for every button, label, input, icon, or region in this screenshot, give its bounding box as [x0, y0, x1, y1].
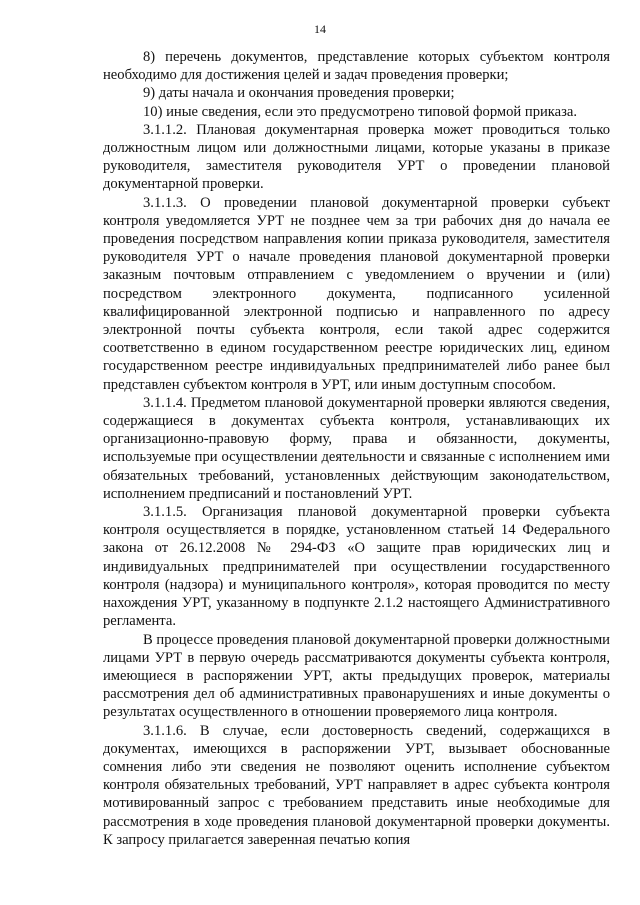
- page-number: 14: [314, 22, 326, 36]
- paragraph-3-1-1-5: 3.1.1.5. Организация плановой документарной проверки субъекта контроля осуществляется в порядке, установленном статьей 14 Федерального закона от 26.12.2008 № 294-ФЗ «О защите прав юридических лиц и индивидуальных предпринимателей при осуществлении государственного контроля (надзора) и муниципального контроля», которая проводится по месту нахождения УРТ, указанному в подпункте 2.1.2 настоящего Административного регламента.: [103, 504, 610, 630]
- list-item-9: 9) даты начала и окончания проведения проверки;: [143, 85, 455, 102]
- paragraph-3-1-1-3: 3.1.1.3. О проведении плановой документарной проверки субъект контроля уведомляется УРТ не позднее чем за три рабочих дня до начала ее проведения посредством направления копии приказа руководителя, заместителя руководителя УРТ о начале проведения плановой документарной проверки заказным почтовым отправлением с уведомлением о вручении и (или) посредством электронного документа, подписанного усиленной квалифицированной электронной подписью и направленного по адресу электронной почты субъекта контроля, если такой адрес содержится соответственно в едином государственном реестре юридических лиц, едином государственном реестре индивидуальных предпринимателей либо ранее был представлен субъектом контроля в УРТ, или иным доступным способом.: [103, 194, 610, 393]
- paragraph-review-process: В процессе проведения плановой документарной проверки должностными лицами УРТ в первую очередь рассматриваются документы субъекта контроля, имеющиеся в распоряжении УРТ, акты предыдущих проверок, материалы рассмотрения дел об административных правонарушениях и иные документы о результатах осуществленного в отношении проверяемого лица контроля.: [103, 631, 610, 721]
- document-body: [103, 48, 610, 849]
- list-item-8: 8) перечень документов, представление которых субъектом контроля необходимо для достижения целей и задач проведения проверки;: [103, 49, 610, 84]
- paragraph-3-1-1-6: 3.1.1.6. В случае, если достоверность сведений, содержащихся в документах, имеющихся в распоряжении УРТ, вызывает обоснованные сомнения либо эти сведения не позволяют оценить исполнение субъектом контроля обязательных требований, УРТ направляет в адрес субъекта контроля мотивированный запрос с требованием представить иные необходимые для рассмотрения в ходе проведения плановой документарной проверки документы. К запросу прилагается заверенная печатью копия: [103, 722, 610, 848]
- list-item-10: 10) иные сведения, если это предусмотрено типовой формой приказа.: [143, 103, 578, 120]
- paragraph-3-1-1-2: 3.1.1.2. Плановая документарная проверка может проводиться только должностным лицом или должностными лицами, которые указаны в приказе руководителя, заместителя руководителя УРТ о проведении плановой документарной проверки.: [103, 121, 610, 193]
- paragraph-3-1-1-4: 3.1.1.4. Предметом плановой документарной проверки являются сведения, содержащиеся в документах субъекта контроля, устанавливающих их организационно-правовую форму, права и обязанности, документы, используемые при осуществлении деятельности и связанные с исполнением ими обязательных требований, установленных действующим законодательством, исполнением предписаний и постановлений УРТ.: [103, 394, 610, 502]
